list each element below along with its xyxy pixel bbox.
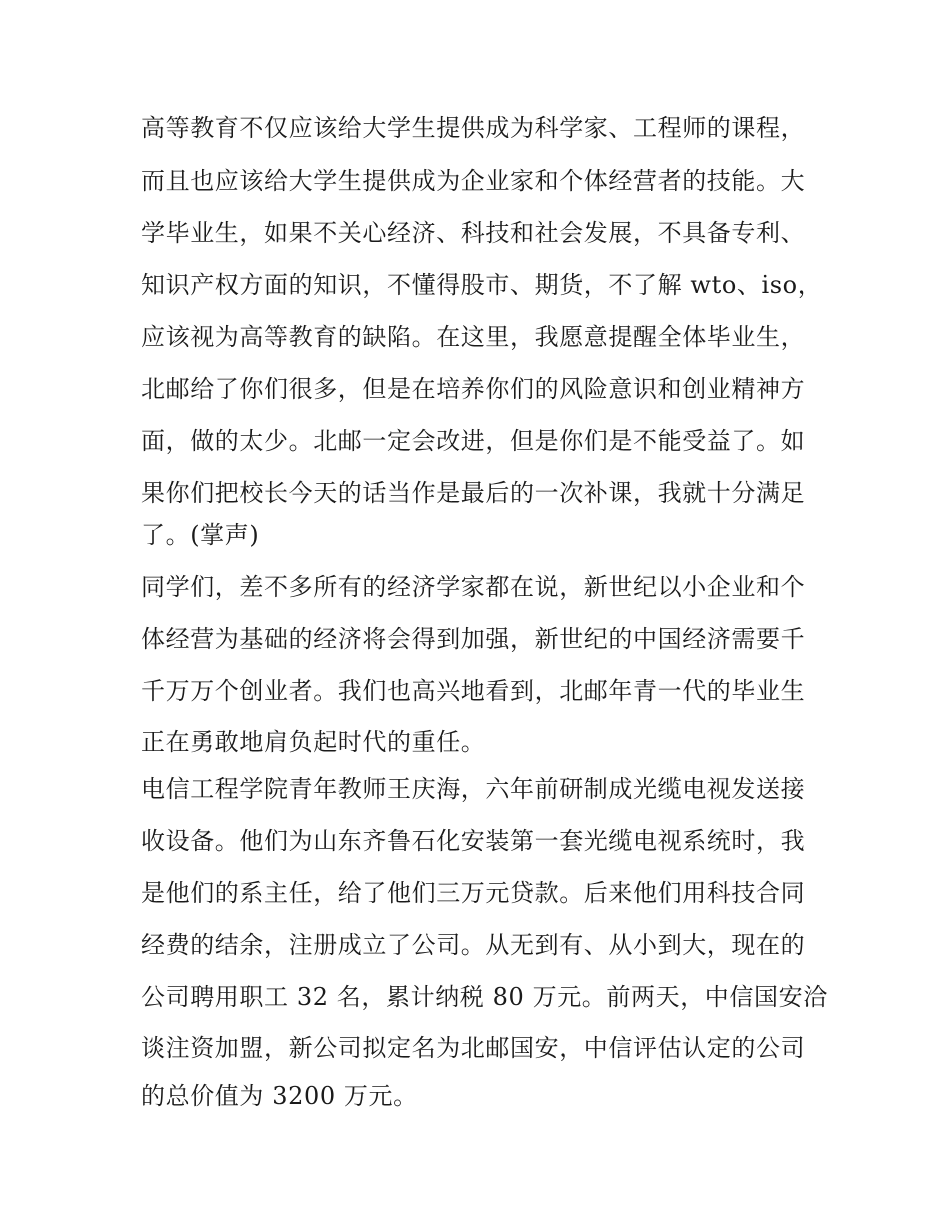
text-line: 北邮给了你们很多，但是在培养你们的风险意识和创业精神方 bbox=[141, 375, 806, 403]
text-line: 是他们的系主任，给了他们三万元贷款。后来他们用科技合同 bbox=[141, 879, 806, 907]
text-line: 了。(掌声) bbox=[141, 521, 260, 549]
text-line: 同学们，差不多所有的经济学家都在说，新世纪以小企业和个 bbox=[141, 573, 806, 601]
text-line: 应该视为高等教育的缺陷。在这里，我愿意提醒全体毕业生， bbox=[141, 323, 806, 351]
text-line: 学毕业生，如果不关心经济、科技和社会发展，不具备专利、 bbox=[141, 219, 806, 247]
text-line: 面，做的太少。北邮一定会改进，但是你们是不能受益了。如 bbox=[141, 427, 806, 455]
text-line: 谈注资加盟，新公司拟定名为北邮国安，中信评估认定的公司 bbox=[141, 1034, 806, 1062]
text-line: 正在勇敢地肩负起时代的重任。 bbox=[141, 728, 486, 756]
text-line: 知识产权方面的知识，不懂得股市、期货，不了解 wto、iso， bbox=[141, 271, 823, 299]
text-line: 体经营为基础的经济将会得到加强，新世纪的中国经济需要千 bbox=[141, 625, 806, 653]
text-line: 而且也应该给大学生提供成为企业家和个体经营者的技能。大 bbox=[141, 167, 806, 195]
text-line: 千万万个创业者。我们也高兴地看到，北邮年青一代的毕业生 bbox=[141, 677, 806, 705]
text-line: 高等教育不仅应该给大学生提供成为科学家、工程师的课程， bbox=[141, 114, 806, 142]
text-line: 电信工程学院青年教师王庆海，六年前研制成光缆电视发送接 bbox=[141, 775, 806, 803]
text-line: 的总价值为 3200 万元。 bbox=[141, 1082, 418, 1110]
text-line: 收设备。他们为山东齐鲁石化安装第一套光缆电视系统时，我 bbox=[141, 827, 806, 855]
text-line: 经费的结余，注册成立了公司。从无到有、从小到大，现在的 bbox=[141, 931, 806, 959]
text-line: 公司聘用职工 32 名，累计纳税 80 万元。前两天，中信国安洽 bbox=[141, 983, 828, 1011]
text-line: 果你们把校长今天的话当作是最后的一次补课，我就十分满足 bbox=[141, 479, 806, 507]
